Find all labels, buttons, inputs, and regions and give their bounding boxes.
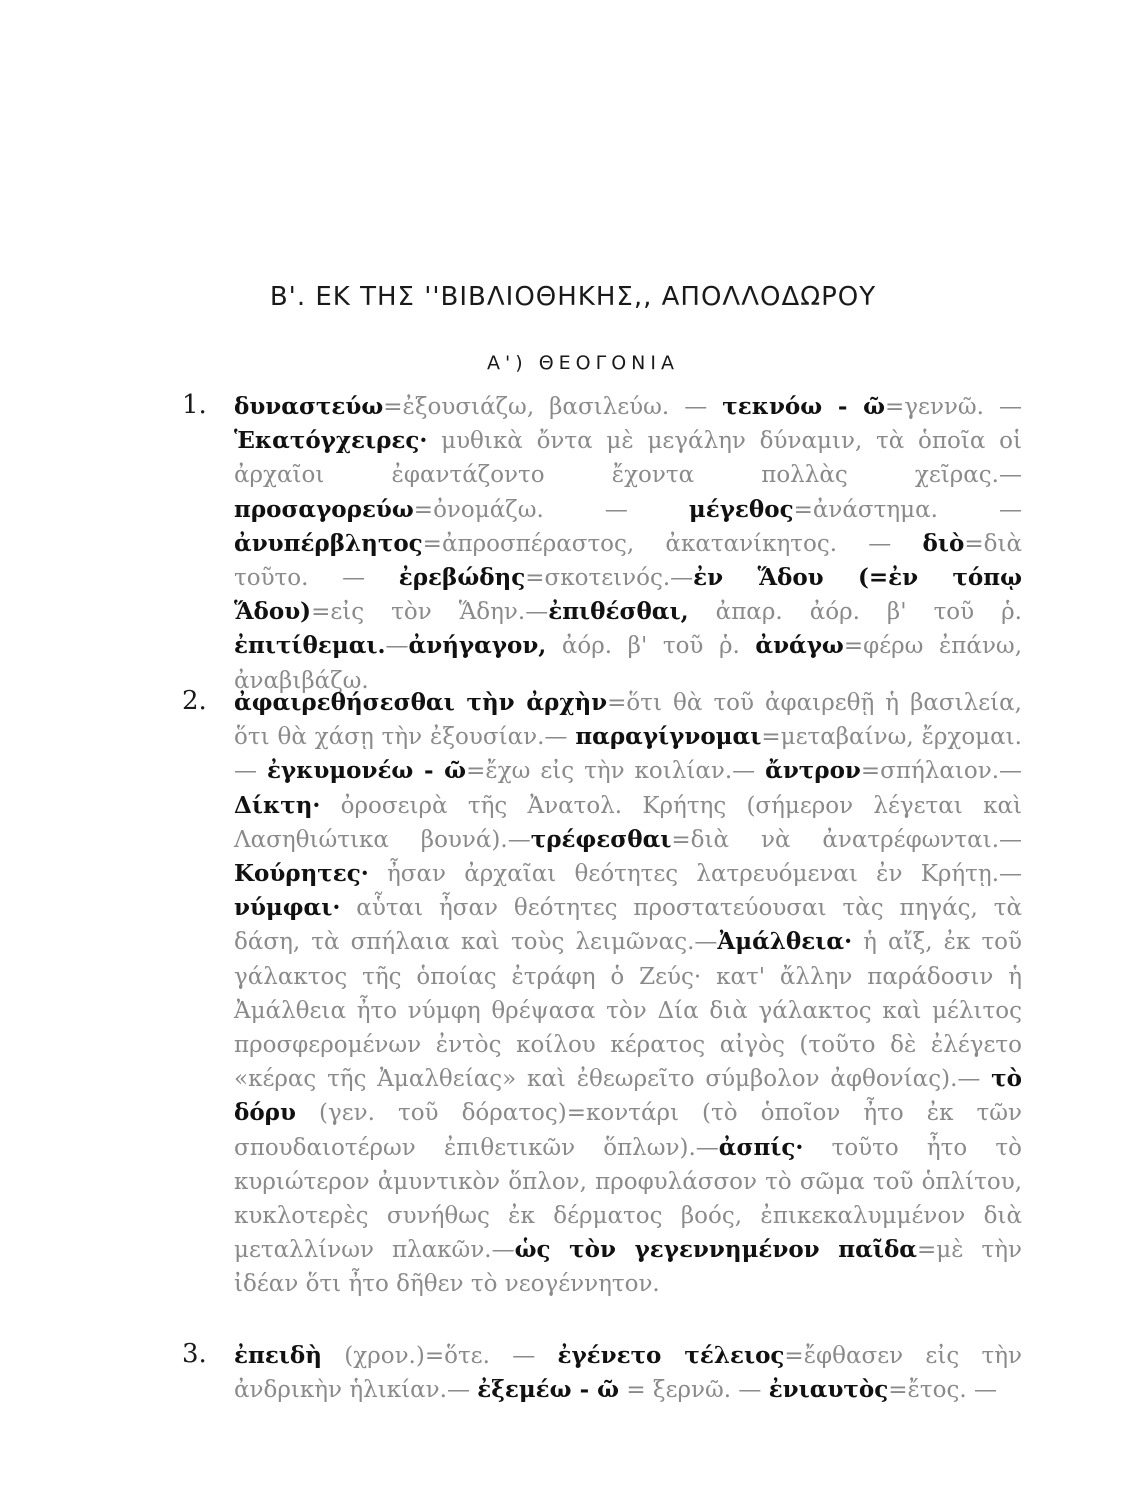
headword: ἀφαιρεθήσεσθαι τὴν ἀρχὴν [234,689,608,716]
headword: ἐπιτίθεμαι. [234,632,386,660]
definition-text: =ἀπροσπέραστος, ἀκατανίκητος. — [422,530,923,557]
headword: ἀσπίς· [718,1133,804,1161]
headword: προσαγορεύω [234,495,414,523]
headword: διὸ [922,529,965,557]
headword: μέγεθος [688,495,794,523]
definition-text: =μεταβαίνω, ἔρχομαι.— [234,724,1022,785]
headword: τεκνόω - ῶ [722,393,886,420]
entry-text [234,390,1022,698]
headword: ἐπιθέσθαι, [548,598,689,626]
headword: τρέφεσθαι [530,825,672,853]
definition-text: =διὰ τοῦτο. — [234,530,1022,592]
glossary-entry [182,390,1022,698]
headword: ἐνιαυτὸς [768,1376,889,1404]
definition-text: ἀπαρ. ἀόρ. β' τοῦ ῥ. [688,599,1022,626]
definition-text: =ἔτος. — [888,1377,997,1404]
entry-text [234,1339,1022,1407]
headword: ἀνάγω [755,632,844,660]
headword: Δίκτη· [234,791,321,819]
headword: ἐγένετο τέλειος [557,1342,785,1369]
section-subtitle: Α') ΘΕΟΓΟΝΙΑ [487,352,679,374]
entry-number: 3. [182,1339,207,1369]
headword: ἄντρον [765,757,861,785]
definition-text: =ὅτι θὰ τοῦ ἀφαιρεθῇ ἡ βασιλεία, ὅτι θὰ χάσῃ τὴν ἐξουσίαν.— [234,690,1022,751]
definition-text: (γεν. τοῦ δόρατος)=κοντάρι (τὸ ὁποῖον ἦτο ἐκ τῶν σπουδαιοτέρων ἐπιθετικῶν ὅπλων).— [234,1100,1022,1161]
headword: ἀνήγαγον, [408,632,547,660]
headword: Ἀμάλθεια· [717,928,853,956]
definition-text: =εἰς τὸν Ἅδην.— [311,599,549,626]
definition-text: =γεννῶ. — [885,394,1022,420]
headword: τὸ δόρυ [234,1065,1022,1127]
page-title: B'. ΕΚ ΤΗΣ ''BIBΛΙΟΘΗΚΗΣ,, ΑΠΟΛΛΟΔΩΡΟΥ [269,282,877,312]
headword: ὡς τὸν γεγεννημένον παῖδα [514,1236,917,1264]
glossary-entry [182,1339,1022,1407]
definition-text: =ἐξουσιάζω, βασιλεύω. — [383,394,723,420]
definition-text: = ξερνῶ. — [619,1377,769,1404]
definition-text: =ὀνομάζω. — [413,496,689,523]
definition-text: τοῦτο ἦτο τὸ κυριώτερον ἀμυντικὸν ὅπλον, προφυλάσσον τὸ σῶμα τοῦ ὁπλίτου, κυκλοτερὲς συνήθως ἐκ δέρματος βοός, ἐπικεκαλυμμένον διὰ μεταλλίνων πλακῶν.— [234,1134,1022,1264]
definition-text: =ἀνάστημα. — [793,496,1022,523]
definition-text: ἦσαν ἀρχαῖαι θεότητες λατρευόμεναι ἐν Κρήτῃ.— [368,861,1022,888]
definition-text: (χρον.)=ὅτε. — [322,1343,558,1369]
definition-text: =ἔχω εἰς τὴν κοιλίαν.— [466,758,766,785]
headword: ἐρεβώδης [398,564,526,592]
headword: ἀνυπέρβλητος [234,529,423,557]
entry-text [234,686,1022,1302]
definition-text: =διὰ νὰ ἀνατρέφωνται.— [671,826,1022,853]
glossary-entry [182,686,1022,1302]
headword: ἐπειδὴ [234,1342,322,1369]
definition-text: =σκοτεινός.— [525,565,694,592]
entry-number: 1. [182,390,207,420]
definition-text: — [385,633,409,660]
headword: Κούρητες· [234,860,369,888]
definition-text: =μὲ τὴν ἰδέαν ὅτι ἦτο δῆθεν τὸ νεογέννητον. [234,1237,1022,1298]
definition-text: =σπήλαιον.— [860,758,1023,785]
headword: παραγίγνομαι [575,723,762,751]
definition-text: =φέρω ἐπάνω, ἀναβιβάζω. [234,633,1023,694]
definition-text: ἡ αἴξ, ἐκ τοῦ γάλακτος τῆς ὁποίας ἐτράφη ὁ Ζεύς· κατ' ἄλλην παράδοσιν ἡ Ἀμάλθεια ἦτο νύμφη θρέψασα τὸν Δία διὰ γάλακτος καὶ μέλιτος προσφερομένων ἐντὸς κοίλου κέρατος αἰγὸς (τοῦτο δὲ ἐλέγετο «κέρας τῆς Ἀμαλθείας» καὶ ἐθεωρεῖτο σύμβολον ἀφθονίας).— [234,929,1023,1093]
definition-text: μυθικὰ ὄντα μὲ μεγάλην δύναμιν, τὰ ὁποῖα οἱ ἀρχαῖοι ἐφαντάζοντο ἔχοντα πολλὰς χεῖρας.— [234,428,1022,489]
headword: Ἑκατόγχειρες· [234,427,428,455]
entry-number: 2. [182,686,207,716]
headword: ἐγκυμονέω - ῶ [266,757,467,785]
definition-text: =ἔφθασεν εἰς τὴν ἀνδρικὴν ἡλικίαν.— [234,1343,1022,1404]
headword: νύμφαι· [234,894,341,922]
definition-text: ὀροσειρὰ τῆς Ἀνατολ. Κρήτης (σήμερον λέγεται καὶ Λασηθιώτικα βουνά).— [234,792,1022,853]
definition-text: αὗται ἦσαν θεότητες προστατεύουσαι τὰς πηγάς, τὰ δάση, τὰ σπήλαια καὶ τοὺς λειμῶνας.— [234,895,1022,956]
headword: ἐξεμέω - ῶ [477,1376,620,1404]
headword: ἐν Ἅδου (=ἐν τόπῳ Ἅδου) [234,564,1023,626]
definition-text: ἀόρ. β' τοῦ ῥ. [546,633,756,660]
headword: δυναστεύω [234,393,384,420]
